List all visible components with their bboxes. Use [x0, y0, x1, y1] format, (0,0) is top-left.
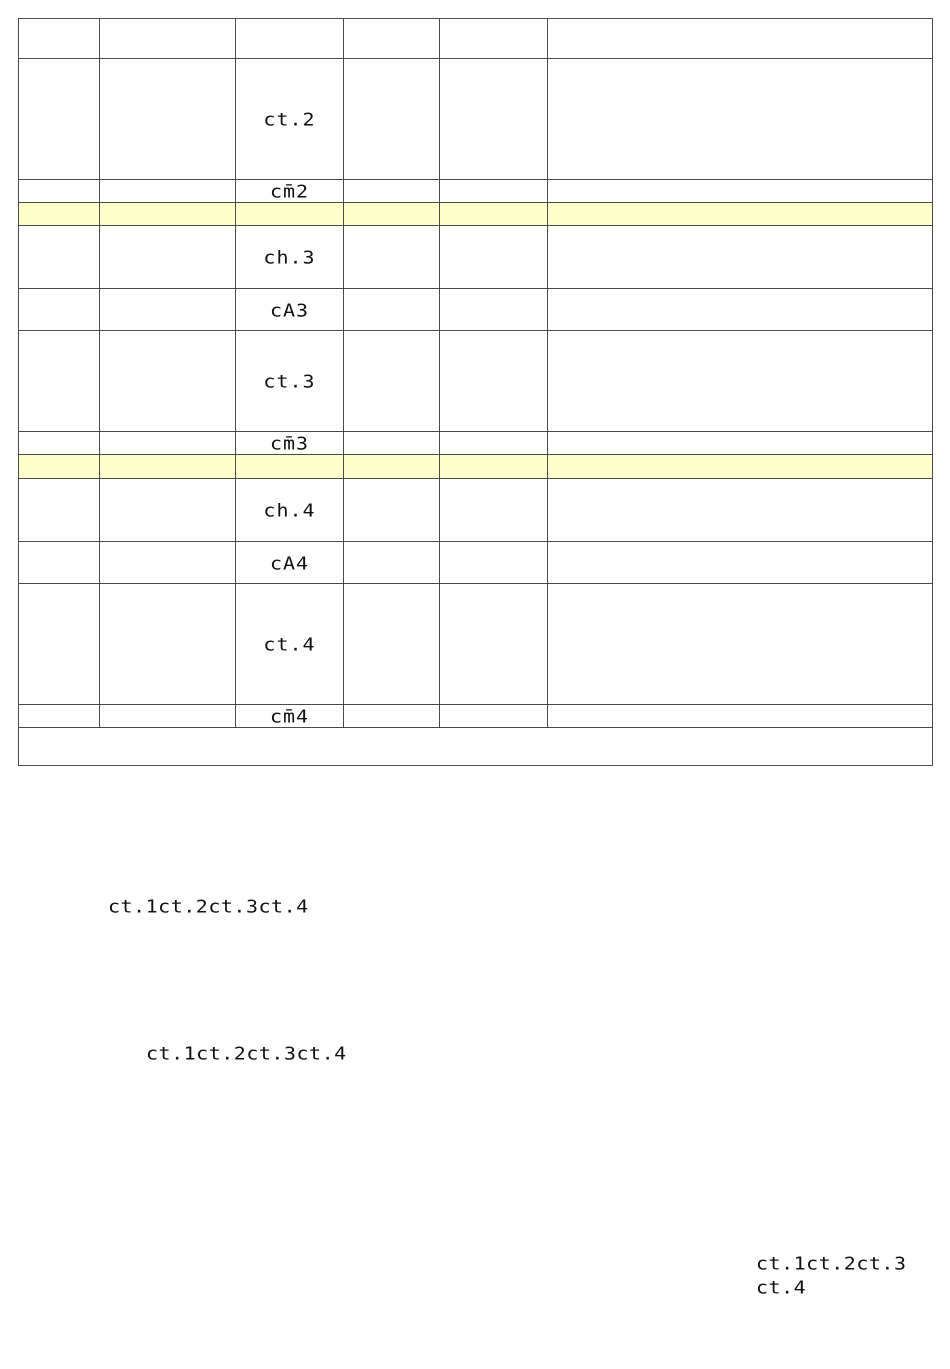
header-cell: [548, 19, 933, 59]
footer-cell: [19, 728, 933, 766]
lcd-code: ct.2: [806, 1252, 857, 1274]
table-row: [19, 226, 933, 289]
code-cell: [236, 289, 344, 331]
code-cell: [236, 432, 344, 455]
lcd-code: ct.4: [258, 895, 309, 917]
code-cell: [236, 705, 344, 728]
lcd-code: ct.4: [296, 1042, 347, 1064]
header-row: [19, 19, 933, 59]
text-line-3: [756, 1251, 950, 1299]
lcd-code: cA4: [269, 551, 310, 574]
lcd-code: ct.3: [856, 1252, 907, 1274]
code-cell: [236, 226, 344, 289]
footer-row: [19, 728, 933, 766]
lcd-code: ct.2: [158, 895, 209, 917]
code-cell: [236, 479, 344, 542]
lcd-code: ct.3: [246, 1042, 297, 1064]
header-cell: [344, 19, 440, 59]
group-divider-row: [19, 455, 933, 479]
code-cell: [236, 331, 344, 432]
code-cell: [236, 180, 344, 203]
table-row: [19, 542, 933, 584]
lcd-code: ch.4: [263, 499, 316, 521]
lcd-code: cm̄2: [269, 180, 310, 202]
text-line-2: [146, 1041, 347, 1065]
table-row: [19, 331, 933, 432]
table-row: [19, 584, 933, 705]
lcd-code: cm̄4: [269, 705, 310, 727]
lcd-code: ct.4: [756, 1276, 807, 1298]
lcd-code: cm̄3: [269, 432, 310, 454]
lcd-code: ct.2: [263, 108, 316, 130]
lcd-code: ct.1: [108, 895, 159, 917]
table-row: [19, 289, 933, 331]
parameter-table: [18, 18, 933, 766]
lcd-code: ch.3: [263, 246, 316, 268]
code-cell: [236, 584, 344, 705]
header-cell: [100, 19, 236, 59]
table-row: [19, 59, 933, 180]
header-cell: [236, 19, 344, 59]
table-row: [19, 705, 933, 728]
text-line-1: [108, 894, 309, 918]
table-row: [19, 479, 933, 542]
lcd-code: ct.1: [146, 1042, 197, 1064]
table-row: [19, 180, 933, 203]
lcd-code: cA3: [269, 298, 310, 321]
lcd-code: ct.4: [263, 633, 316, 655]
header-cell: [440, 19, 548, 59]
code-cell: [236, 59, 344, 180]
lcd-code: ct.1: [756, 1252, 807, 1274]
lcd-code: ct.2: [196, 1042, 247, 1064]
table-row: [19, 432, 933, 455]
lcd-code: ct.3: [263, 370, 316, 392]
lcd-code: ct.3: [208, 895, 259, 917]
group-divider-row: [19, 203, 933, 226]
header-cell: [19, 19, 100, 59]
code-cell: [236, 542, 344, 584]
